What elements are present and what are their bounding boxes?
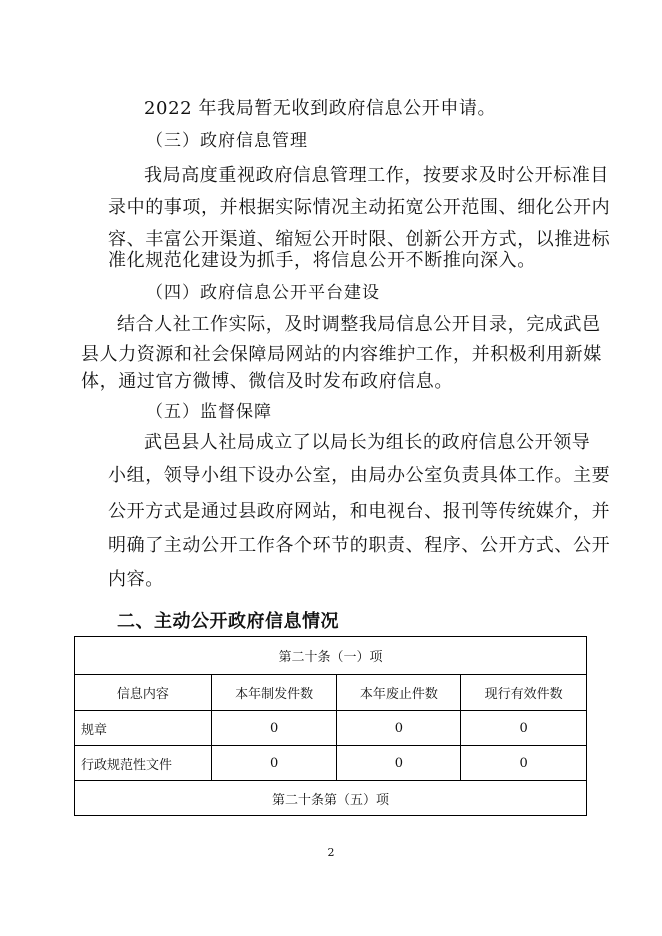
cell-value: 0 <box>211 746 337 781</box>
paragraph-line: 录中的事项，并根据实际情况主动拓宽公开范围、细化公开内 <box>108 197 611 218</box>
table-row <box>75 711 587 746</box>
heading-section-3: （三）政府信息管理 <box>146 131 308 151</box>
table-row <box>75 746 587 781</box>
header-cell: 本年废止件数 <box>337 675 461 711</box>
row-label: 规章 <box>75 711 212 746</box>
info-table <box>74 636 587 816</box>
page-number: 2 <box>327 846 335 859</box>
paragraph-line: 我局高度重视政府信息管理工作，按要求及时公开标准目 <box>144 165 609 186</box>
paragraph-line: 2022 年我局暂无收到政府信息公开申请。 <box>144 98 497 119</box>
table-footer-row: 第二十条第（五）项 <box>75 781 587 816</box>
cell-value: 0 <box>337 746 461 781</box>
paragraph-line: 明确了主动公开工作各个环节的职责、程序、公开方式、公开 <box>108 535 611 556</box>
paragraph-line: 小组，领导小组下设办公室，由局办公室负责具体工作。主要 <box>108 465 611 486</box>
heading-section-5: （五）监督保障 <box>146 402 272 422</box>
paragraph-line: 公开方式是通过县政府网站，和电视台、报刊等传统媒介，并 <box>108 501 611 522</box>
row-label: 行政规范性文件 <box>75 746 212 781</box>
paragraph-line: 体，通过官方微博、微信及时发布政府信息。 <box>81 371 453 392</box>
section-2-title: 二、主动公开政府信息情况 <box>117 611 339 632</box>
paragraph-line: 结合人社工作实际，及时调整我局信息公开目录，完成武邑 <box>117 314 601 335</box>
paragraph-line: 武邑县人社局成立了以局长为组长的政府信息公开领导 <box>144 432 591 453</box>
paragraph-line: 准化规范化建设为抓手，将信息公开不断推向深入。 <box>108 250 536 271</box>
header-cell: 现行有效件数 <box>461 675 587 711</box>
paragraph-line: 容、丰富公开渠道、缩短公开时限、创新公开方式，以推进标 <box>108 229 611 250</box>
header-cell: 本年制发件数 <box>211 675 337 711</box>
heading-section-4: （四）政府信息公开平台建设 <box>146 283 380 303</box>
header-cell: 信息内容 <box>75 675 212 711</box>
table-title-row: 第二十条（一）项 <box>75 637 587 675</box>
cell-value: 0 <box>461 711 587 746</box>
cell-value: 0 <box>461 746 587 781</box>
cell-value: 0 <box>337 711 461 746</box>
paragraph-line: 内容。 <box>108 569 164 590</box>
paragraph-line: 县人力资源和社会保障局网站的内容维护工作，并积极利用新媒 <box>81 344 602 365</box>
cell-value: 0 <box>211 711 337 746</box>
